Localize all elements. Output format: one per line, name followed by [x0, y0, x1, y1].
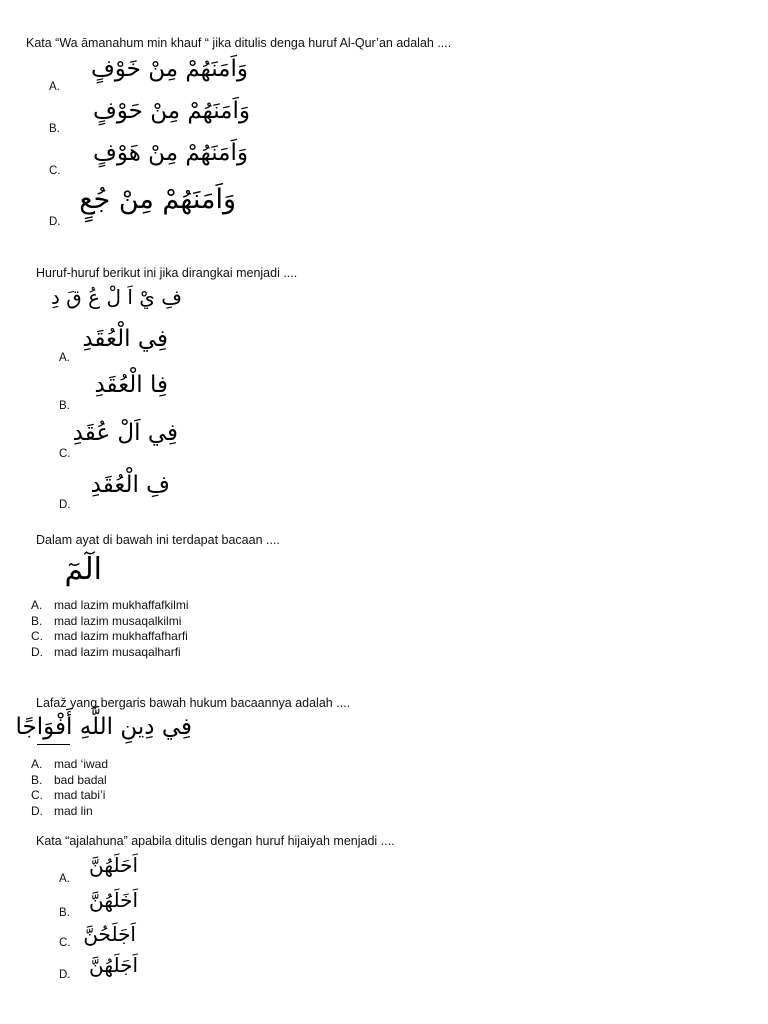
q5-option-a-label: A.: [59, 873, 70, 885]
q3-option-c: C. mad lazim mukhaffafharfi: [31, 629, 188, 643]
question-4-text: Lafaž yang bergaris bawah hukum bacaannya adalah ....: [36, 696, 351, 710]
question-3-text: Dalam ayat di bawah ini terdapat bacaan ....: [36, 533, 280, 547]
q3-options-list: [31, 598, 188, 660]
q4-underline-mark: [37, 744, 70, 745]
q2-option-d-label: D.: [59, 499, 71, 511]
q5-option-c-arabic: اَجَلَحُنَّ: [83, 922, 136, 946]
q2-option-b-label: B.: [59, 400, 70, 412]
q2-option-b-arabic: فِا الْعُقَدِ: [94, 372, 168, 398]
q1-option-d-label: D.: [49, 216, 61, 228]
question-5-text: Kata “ajalahuna” apabila ditulis dengan huruf hijaiyah menjadi ....: [36, 834, 395, 848]
q5-option-d-label: D.: [59, 969, 71, 981]
q4-option-a: A. mad ‘iwad: [31, 757, 109, 771]
q2-option-d-arabic: فِ الْعُقَدِ: [90, 472, 170, 498]
q5-option-b-label: B.: [59, 907, 70, 919]
q1-option-d-arabic: وَاَمَنَهُمْ مِنْ جُعٍ: [79, 184, 236, 215]
q3-option-b: B. mad lazim musaqalkilmi: [31, 613, 182, 628]
q2-option-a-label: A.: [59, 352, 70, 364]
question-2-text: Huruf-huruf berikut ini jika dirangkai menjadi ....: [36, 266, 298, 280]
q1-option-a-label: A.: [49, 81, 60, 93]
question-1-text: Kata “Wa āmanahum min khauf “ jika ditulis denga huruf Al-Qur’an adalah ....: [26, 36, 452, 50]
q5-option-b-arabic: اَخَلَهُنَّ: [89, 888, 138, 912]
q4-option-b: B. bad badal: [31, 772, 107, 787]
q5-option-c-label: C.: [59, 937, 71, 949]
q5-option-a-arabic: اَحَلَهُنَّ: [89, 853, 138, 877]
q1-option-b-label: B.: [49, 123, 60, 135]
q1-option-c-arabic: وَاَمَنَهُمْ مِنْ هَوْفٍ: [93, 140, 248, 166]
q3-option-a: A. mad lazim mukhaffafkilmi: [31, 598, 189, 612]
q4-option-d: D. mad lin: [31, 803, 93, 818]
q2-option-a-arabic: فِي الْعُقَدِ: [82, 326, 168, 352]
q1-option-a-arabic: وَاَمَنَهُمْ مِنْ خَوْفٍ: [90, 56, 248, 82]
q4-arabic-verse: فِي دِينِ اللَّهِ أَفْوَاجًا: [15, 714, 192, 740]
q2-letters: فِ يْ اَ لْ عُ قَ دِ: [51, 285, 182, 309]
q4-options-list: [31, 757, 108, 819]
q5-option-d-arabic: اَجَلَهُنَّ: [89, 953, 138, 977]
q3-option-d: D. mad lazim musaqalharfi: [31, 644, 181, 659]
q1-option-b-arabic: وَاَمَنَهُمْ مِنْ حَوْفٍ: [92, 98, 250, 124]
q3-arabic-verse: الٓمٓ: [64, 552, 102, 587]
q2-option-c-arabic: فِي اَلْ عُقَدِ: [72, 420, 178, 446]
q2-option-c-label: C.: [59, 448, 71, 460]
q1-option-c-label: C.: [49, 165, 61, 177]
q4-option-c: C. mad tabi’i: [31, 788, 106, 802]
